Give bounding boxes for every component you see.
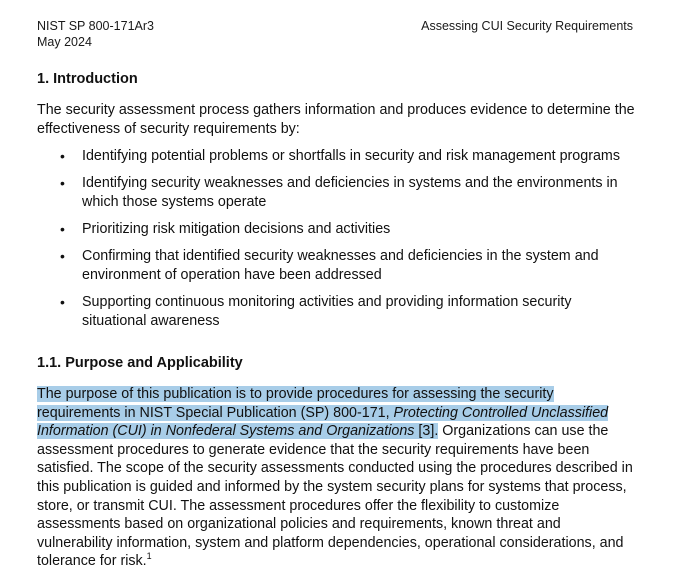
publication-title: Protecting Controlled Unclassified Information (CUI) in Nonfederal Systems and Organizations [37, 404, 609, 440]
list-item [37, 220, 637, 239]
running-title: Assessing CUI Security Requirements [421, 19, 633, 33]
bullet-icon: • [60, 248, 65, 264]
purpose-paragraph [37, 385, 637, 571]
section-heading-introduction: 1. Introduction [37, 71, 138, 87]
list-item [37, 174, 637, 212]
publication-date: May 2024 [37, 35, 92, 49]
reference-citation: [3]. [414, 423, 439, 440]
highlight-start-text: The purpose of this publication is to provide procedures for assessing the security requirements in NIST Special Publication (SP) 800-171, [37, 386, 554, 421]
list-item-text: Prioritizing risk mitigation decisions and activities [82, 221, 391, 237]
section-heading-purpose: 1.1. Purpose and Applicability [37, 355, 243, 371]
bullet-list [37, 147, 637, 339]
footnote-marker[interactable]: 1 [146, 551, 152, 562]
document-id: NIST SP 800-171Ar3 [37, 19, 154, 33]
list-item-text: Confirming that identified security weaknesses and deficiencies in the system and environment of operation have been addressed [82, 248, 599, 283]
bullet-icon: • [60, 148, 65, 164]
bullet-icon: • [60, 175, 65, 191]
header-left [37, 18, 154, 50]
intro-paragraph: The security assessment process gathers information and produces evidence to determine the effectiveness of security requirements by: [37, 102, 635, 137]
paragraph-rest: Organizations can use the assessment procedures to generate evidence that the security requirements have been satisfied. The scope of the security assessments conducted using the procedures described in this publication is guided and informed by the system security plans for systems that process, store, or transmit CUI. The assessment procedures offer the flexibility to customize assessments based on organizational policies and requirements, known threat and vulnerability information, system and platform dependencies, operational considerations, and tolerance for risk. [37, 423, 633, 570]
list-item [37, 247, 637, 285]
list-item-text: Supporting continuous monitoring activities and providing information security situational awareness [82, 294, 572, 329]
bullet-icon: • [60, 294, 65, 310]
list-item [37, 147, 637, 166]
list-item-text: Identifying potential problems or shortfalls in security and risk management programs [82, 148, 620, 164]
bullet-icon: • [60, 221, 65, 237]
list-item-text: Identifying security weaknesses and deficiencies in systems and the environments in which those systems operate [82, 175, 618, 210]
list-item [37, 293, 637, 331]
